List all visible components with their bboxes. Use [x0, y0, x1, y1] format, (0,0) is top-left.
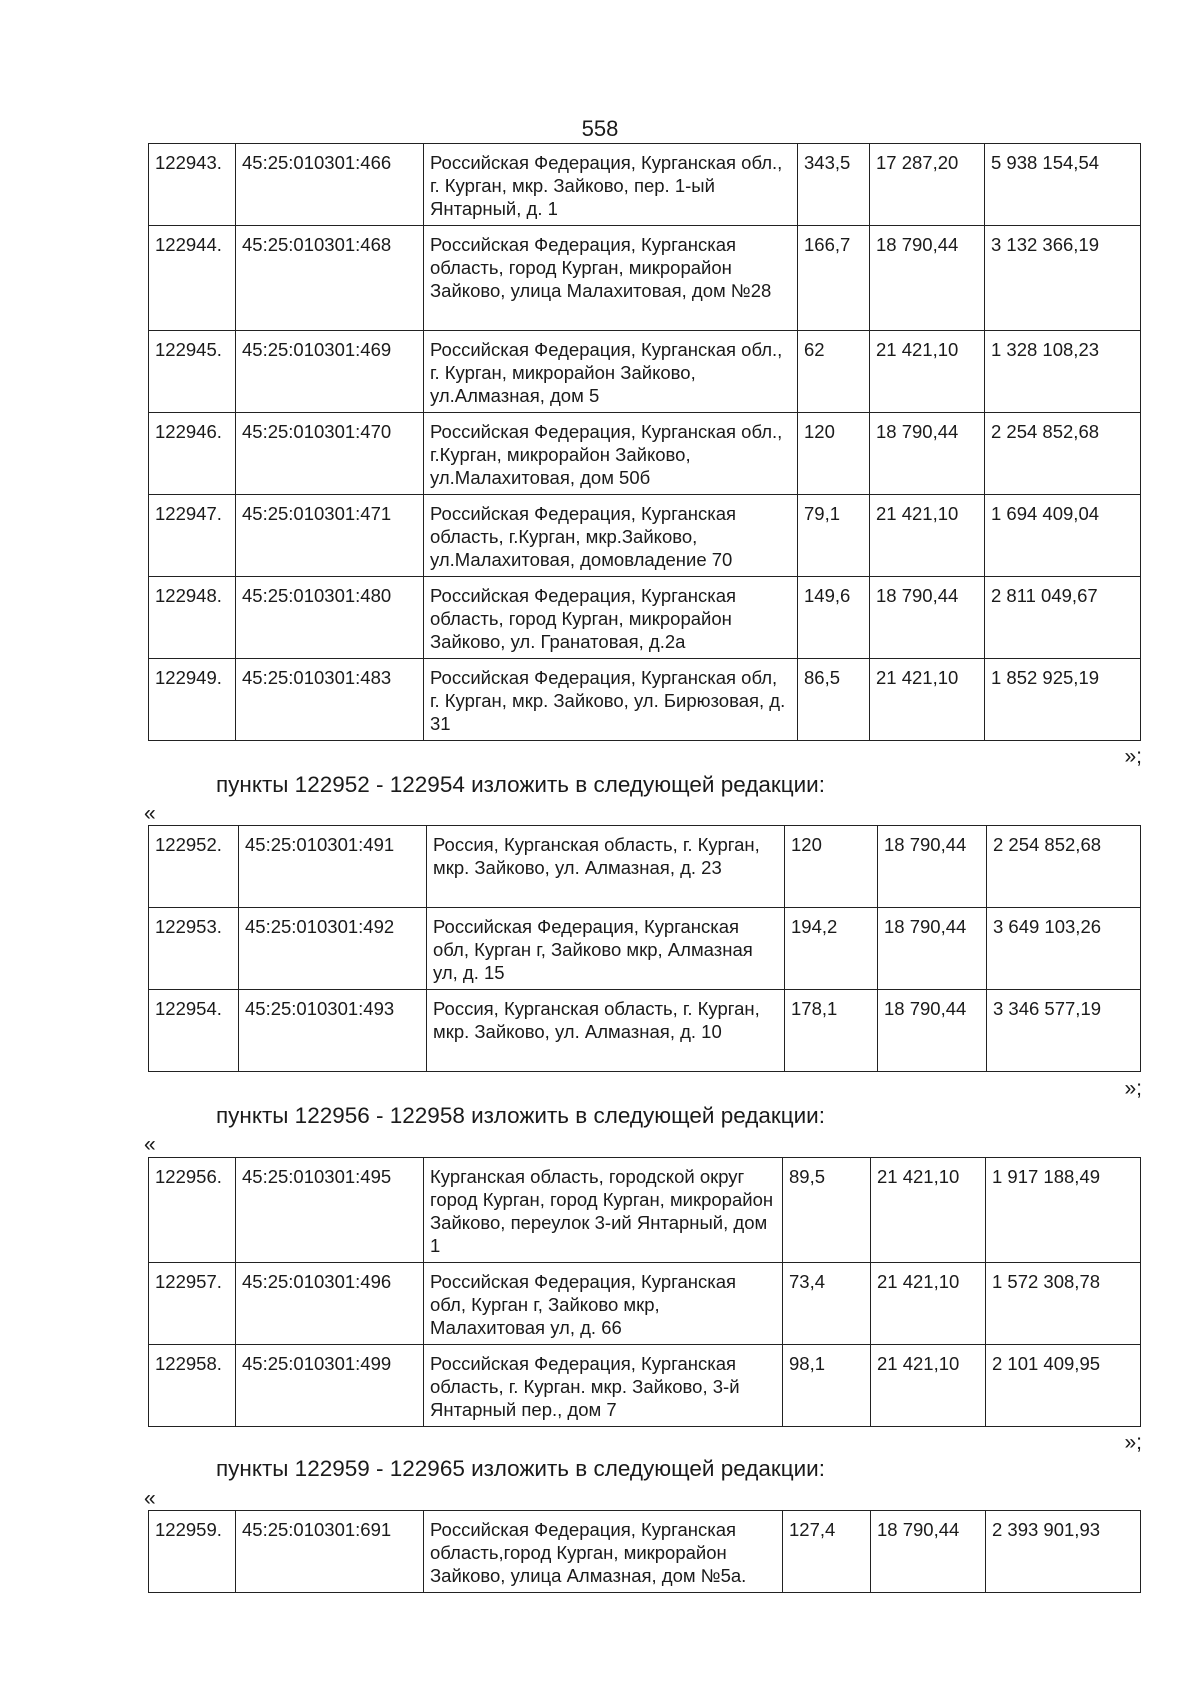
- unit-price: 17 287,20: [870, 144, 985, 226]
- table-row: [149, 659, 1141, 741]
- cadastral-number: 45:25:010301:492: [239, 908, 427, 990]
- area: 73,4: [783, 1263, 871, 1345]
- entry-number: 122947.: [149, 495, 236, 577]
- entry-number: 122957.: [149, 1263, 236, 1345]
- entry-number: 122959.: [149, 1511, 236, 1593]
- total-value: 2 393 901,93: [986, 1511, 1141, 1593]
- table-row: [149, 495, 1141, 577]
- total-value: 5 938 154,54: [985, 144, 1141, 226]
- area: 79,1: [798, 495, 870, 577]
- registry-table-4: [148, 1510, 1141, 1593]
- address: Российская Федерация, Курганская обл., г.Курган, микрорайон Зайково, ул.Малахитовая, дом 50б: [424, 413, 798, 495]
- address: Российская Федерация, Курганская обл, Курган г, Зайково мкр, Алмазная ул, д. 15: [427, 908, 785, 990]
- total-value: 1 917 188,49: [986, 1158, 1141, 1263]
- table-row: [149, 908, 1141, 990]
- closing-quote: »;: [1124, 745, 1142, 768]
- unit-price: 18 790,44: [870, 226, 985, 331]
- cadastral-number: 45:25:010301:499: [236, 1345, 424, 1427]
- area: 98,1: [783, 1345, 871, 1427]
- cadastral-number: 45:25:010301:466: [236, 144, 424, 226]
- entry-number: 122944.: [149, 226, 236, 331]
- address: Российская Федерация, Курганская обл., г. Курган, мкр. Зайково, пер. 1-ый Янтарный, д. 1: [424, 144, 798, 226]
- address: Российская Федерация, Курганская область,город Курган, микрорайон Зайково, улица Алмазная, дом №5а.: [424, 1511, 783, 1593]
- table-row: [149, 226, 1141, 331]
- area: 62: [798, 331, 870, 413]
- area: 178,1: [785, 990, 878, 1072]
- entry-number: 122948.: [149, 577, 236, 659]
- unit-price: 21 421,10: [870, 331, 985, 413]
- edit-instruction: пункты 122952 - 122954 изложить в следующей редакции:: [216, 772, 826, 797]
- table-row: [149, 144, 1141, 226]
- total-value: 3 132 366,19: [985, 226, 1141, 331]
- closing-quote: »;: [1124, 1431, 1142, 1454]
- unit-price: 21 421,10: [871, 1263, 986, 1345]
- area: 166,7: [798, 226, 870, 331]
- opening-quote: «: [144, 1133, 156, 1156]
- address: Россия, Курганская область, г. Курган, мкр. Зайково, ул. Алмазная, д. 23: [427, 826, 785, 908]
- area: 127,4: [783, 1511, 871, 1593]
- entry-number: 122958.: [149, 1345, 236, 1427]
- area: 120: [798, 413, 870, 495]
- table-row: [149, 413, 1141, 495]
- area: 149,6: [798, 577, 870, 659]
- table-row: [149, 1158, 1141, 1263]
- unit-price: 18 790,44: [878, 826, 987, 908]
- total-value: 3 649 103,26: [987, 908, 1141, 990]
- total-value: 1 694 409,04: [985, 495, 1141, 577]
- address: Россия, Курганская область, г. Курган, мкр. Зайково, ул. Алмазная, д. 10: [427, 990, 785, 1072]
- entry-number: 122952.: [149, 826, 239, 908]
- entry-number: 122953.: [149, 908, 239, 990]
- cadastral-number: 45:25:010301:471: [236, 495, 424, 577]
- total-value: 3 346 577,19: [987, 990, 1141, 1072]
- total-value: 2 811 049,67: [985, 577, 1141, 659]
- table-row: [149, 990, 1141, 1072]
- unit-price: 18 790,44: [870, 577, 985, 659]
- entry-number: 122956.: [149, 1158, 236, 1263]
- total-value: 1 328 108,23: [985, 331, 1141, 413]
- total-value: 1 852 925,19: [985, 659, 1141, 741]
- address: Российская Федерация, Курганская обл, Курган г, Зайково мкр, Малахитовая ул, д. 66: [424, 1263, 783, 1345]
- total-value: 2 254 852,68: [987, 826, 1141, 908]
- entry-number: 122945.: [149, 331, 236, 413]
- edit-instruction: пункты 122956 - 122958 изложить в следующей редакции:: [216, 1103, 826, 1128]
- address: Курганская область, городской округ город Курган, город Курган, микрорайон Зайково, переулок 3-ий Янтарный, дом 1: [424, 1158, 783, 1263]
- registry-table-2: [148, 825, 1141, 1072]
- unit-price: 21 421,10: [870, 659, 985, 741]
- total-value: 1 572 308,78: [986, 1263, 1141, 1345]
- cadastral-number: 45:25:010301:470: [236, 413, 424, 495]
- registry-table-3: [148, 1157, 1141, 1427]
- opening-quote: «: [144, 1487, 156, 1510]
- address: Российская Федерация, Курганская область, г.Курган, мкр.Зайково, ул.Малахитовая, домовладение 70: [424, 495, 798, 577]
- area: 343,5: [798, 144, 870, 226]
- table-row: [149, 577, 1141, 659]
- area: 89,5: [783, 1158, 871, 1263]
- unit-price: 21 421,10: [870, 495, 985, 577]
- area: 194,2: [785, 908, 878, 990]
- address: Российская Федерация, Курганская область, город Курган, микрорайон Зайково, улица Малахитовая, дом №28: [424, 226, 798, 331]
- address: Российская Федерация, Курганская обл, г. Курган, мкр. Зайково, ул. Бирюзовая, д. 31: [424, 659, 798, 741]
- total-value: 2 101 409,95: [986, 1345, 1141, 1427]
- cadastral-number: 45:25:010301:468: [236, 226, 424, 331]
- entry-number: 122943.: [149, 144, 236, 226]
- cadastral-number: 45:25:010301:495: [236, 1158, 424, 1263]
- unit-price: 18 790,44: [871, 1511, 986, 1593]
- table-row: [149, 1263, 1141, 1345]
- cadastral-number: 45:25:010301:496: [236, 1263, 424, 1345]
- entry-number: 122946.: [149, 413, 236, 495]
- address: Российская Федерация, Курганская область, г. Курган. мкр. Зайково, 3-й Янтарный пер., дом 7: [424, 1345, 783, 1427]
- table-row: [149, 1511, 1141, 1593]
- address: Российская Федерация, Курганская область, город Курган, микрорайон Зайково, ул. Гранатовая, д.2а: [424, 577, 798, 659]
- unit-price: 21 421,10: [871, 1158, 986, 1263]
- page-number: 558: [581, 116, 619, 141]
- unit-price: 18 790,44: [878, 990, 987, 1072]
- registry-table-1: [148, 143, 1141, 741]
- cadastral-number: 45:25:010301:493: [239, 990, 427, 1072]
- entry-number: 122954.: [149, 990, 239, 1072]
- closing-quote: »;: [1124, 1077, 1142, 1100]
- table-row: [149, 826, 1141, 908]
- unit-price: 21 421,10: [871, 1345, 986, 1427]
- table-row: [149, 1345, 1141, 1427]
- cadastral-number: 45:25:010301:480: [236, 577, 424, 659]
- address: Российская Федерация, Курганская обл., г. Курган, микрорайон Зайково, ул.Алмазная, дом 5: [424, 331, 798, 413]
- total-value: 2 254 852,68: [985, 413, 1141, 495]
- cadastral-number: 45:25:010301:691: [236, 1511, 424, 1593]
- table-row: [149, 331, 1141, 413]
- entry-number: 122949.: [149, 659, 236, 741]
- area: 120: [785, 826, 878, 908]
- cadastral-number: 45:25:010301:491: [239, 826, 427, 908]
- cadastral-number: 45:25:010301:483: [236, 659, 424, 741]
- cadastral-number: 45:25:010301:469: [236, 331, 424, 413]
- unit-price: 18 790,44: [878, 908, 987, 990]
- area: 86,5: [798, 659, 870, 741]
- edit-instruction: пункты 122959 - 122965 изложить в следующей редакции:: [216, 1456, 826, 1481]
- unit-price: 18 790,44: [870, 413, 985, 495]
- opening-quote: «: [144, 802, 156, 825]
